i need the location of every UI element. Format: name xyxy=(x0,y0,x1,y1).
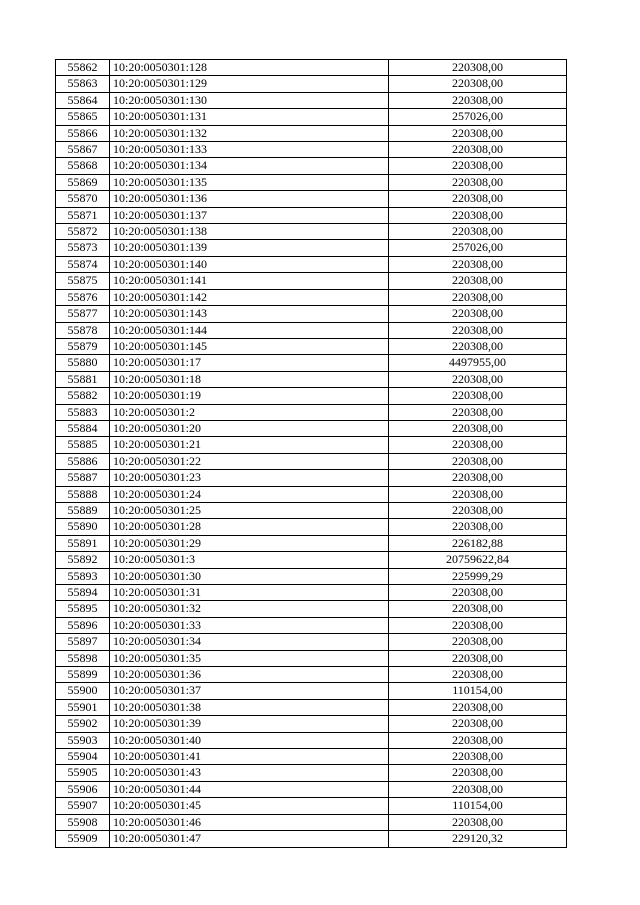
row-number-cell: 55869 xyxy=(56,174,110,190)
table-row xyxy=(56,453,567,469)
cadastral-number-cell: 10:20:0050301:2 xyxy=(110,404,389,420)
row-number-cell: 55904 xyxy=(56,749,110,765)
row-number-cell: 55901 xyxy=(56,699,110,715)
table-row xyxy=(56,568,567,584)
row-number-cell: 55873 xyxy=(56,240,110,256)
cadastral-number-cell: 10:20:0050301:44 xyxy=(110,781,389,797)
table-row xyxy=(56,306,567,322)
value-cell: 220308,00 xyxy=(389,437,567,453)
value-cell: 220308,00 xyxy=(389,92,567,108)
value-cell: 220308,00 xyxy=(389,470,567,486)
value-cell: 110154,00 xyxy=(389,683,567,699)
table-row xyxy=(56,683,567,699)
value-cell: 220308,00 xyxy=(389,617,567,633)
cadastral-number-cell: 10:20:0050301:36 xyxy=(110,667,389,683)
cadastral-number-cell: 10:20:0050301:35 xyxy=(110,650,389,666)
cadastral-number-cell: 10:20:0050301:140 xyxy=(110,256,389,272)
table-row xyxy=(56,552,567,568)
table-row xyxy=(56,617,567,633)
table-row xyxy=(56,76,567,92)
row-number-cell: 55878 xyxy=(56,322,110,338)
row-number-cell: 55897 xyxy=(56,634,110,650)
row-number-cell: 55870 xyxy=(56,191,110,207)
value-cell: 110154,00 xyxy=(389,798,567,814)
cadastral-number-cell: 10:20:0050301:28 xyxy=(110,519,389,535)
value-cell: 220308,00 xyxy=(389,142,567,158)
value-cell: 220308,00 xyxy=(389,814,567,830)
value-cell: 220308,00 xyxy=(389,174,567,190)
cadastral-number-cell: 10:20:0050301:139 xyxy=(110,240,389,256)
cadastral-number-cell: 10:20:0050301:32 xyxy=(110,601,389,617)
value-cell: 220308,00 xyxy=(389,781,567,797)
row-number-cell: 55893 xyxy=(56,568,110,584)
table-row xyxy=(56,355,567,371)
cadastral-number-cell: 10:20:0050301:18 xyxy=(110,371,389,387)
row-number-cell: 55900 xyxy=(56,683,110,699)
row-number-cell: 55863 xyxy=(56,76,110,92)
table-row xyxy=(56,256,567,272)
row-number-cell: 55862 xyxy=(56,60,110,76)
row-number-cell: 55905 xyxy=(56,765,110,781)
value-cell: 220308,00 xyxy=(389,338,567,354)
cadastral-number-cell: 10:20:0050301:38 xyxy=(110,699,389,715)
table-row xyxy=(56,289,567,305)
cadastral-number-cell: 10:20:0050301:142 xyxy=(110,289,389,305)
row-number-cell: 55902 xyxy=(56,716,110,732)
value-cell: 220308,00 xyxy=(389,519,567,535)
value-cell: 220308,00 xyxy=(389,634,567,650)
value-cell: 220308,00 xyxy=(389,650,567,666)
row-number-cell: 55899 xyxy=(56,667,110,683)
row-number-cell: 55886 xyxy=(56,453,110,469)
table-row xyxy=(56,338,567,354)
row-number-cell: 55892 xyxy=(56,552,110,568)
table-row xyxy=(56,634,567,650)
table-row xyxy=(56,765,567,781)
value-cell: 220308,00 xyxy=(389,125,567,141)
value-cell: 220308,00 xyxy=(389,191,567,207)
cadastral-number-cell: 10:20:0050301:19 xyxy=(110,388,389,404)
table-row xyxy=(56,322,567,338)
table-row xyxy=(56,749,567,765)
row-number-cell: 55877 xyxy=(56,306,110,322)
row-number-cell: 55881 xyxy=(56,371,110,387)
value-cell: 220308,00 xyxy=(389,388,567,404)
row-number-cell: 55903 xyxy=(56,732,110,748)
value-cell: 220308,00 xyxy=(389,716,567,732)
value-cell: 257026,00 xyxy=(389,240,567,256)
value-cell: 220308,00 xyxy=(389,322,567,338)
cadastral-number-cell: 10:20:0050301:31 xyxy=(110,585,389,601)
row-number-cell: 55888 xyxy=(56,486,110,502)
cadastral-number-cell: 10:20:0050301:47 xyxy=(110,831,389,847)
cadastral-number-cell: 10:20:0050301:144 xyxy=(110,322,389,338)
cadastral-number-cell: 10:20:0050301:24 xyxy=(110,486,389,502)
row-number-cell: 55879 xyxy=(56,338,110,354)
value-cell: 220308,00 xyxy=(389,76,567,92)
table-row xyxy=(56,142,567,158)
value-cell: 4497955,00 xyxy=(389,355,567,371)
value-cell: 220308,00 xyxy=(389,749,567,765)
value-cell: 220308,00 xyxy=(389,404,567,420)
cadastral-number-cell: 10:20:0050301:136 xyxy=(110,191,389,207)
cadastral-number-cell: 10:20:0050301:33 xyxy=(110,617,389,633)
value-cell: 220308,00 xyxy=(389,765,567,781)
cadastral-number-cell: 10:20:0050301:145 xyxy=(110,338,389,354)
cadastral-number-cell: 10:20:0050301:45 xyxy=(110,798,389,814)
cadastral-number-cell: 10:20:0050301:137 xyxy=(110,207,389,223)
cadastral-number-cell: 10:20:0050301:23 xyxy=(110,470,389,486)
value-cell: 220308,00 xyxy=(389,256,567,272)
row-number-cell: 55895 xyxy=(56,601,110,617)
table-row xyxy=(56,814,567,830)
row-number-cell: 55883 xyxy=(56,404,110,420)
value-cell: 220308,00 xyxy=(389,158,567,174)
table-row xyxy=(56,502,567,518)
value-cell: 220308,00 xyxy=(389,207,567,223)
cadastral-number-cell: 10:20:0050301:46 xyxy=(110,814,389,830)
cadastral-value-table xyxy=(55,59,567,848)
value-cell: 220308,00 xyxy=(389,273,567,289)
row-number-cell: 55864 xyxy=(56,92,110,108)
cadastral-number-cell: 10:20:0050301:128 xyxy=(110,60,389,76)
value-cell: 220308,00 xyxy=(389,585,567,601)
table-row xyxy=(56,388,567,404)
cadastral-number-cell: 10:20:0050301:134 xyxy=(110,158,389,174)
row-number-cell: 55896 xyxy=(56,617,110,633)
cadastral-number-cell: 10:20:0050301:34 xyxy=(110,634,389,650)
table-row xyxy=(56,125,567,141)
table-row xyxy=(56,420,567,436)
table-row xyxy=(56,174,567,190)
table-row xyxy=(56,191,567,207)
value-cell: 225999,29 xyxy=(389,568,567,584)
value-cell: 220308,00 xyxy=(389,486,567,502)
table-row xyxy=(56,273,567,289)
cadastral-number-cell: 10:20:0050301:20 xyxy=(110,420,389,436)
table-row xyxy=(56,404,567,420)
value-cell: 220308,00 xyxy=(389,502,567,518)
value-cell: 220308,00 xyxy=(389,289,567,305)
value-cell: 220308,00 xyxy=(389,667,567,683)
value-cell: 20759622,84 xyxy=(389,552,567,568)
cadastral-number-cell: 10:20:0050301:135 xyxy=(110,174,389,190)
row-number-cell: 55866 xyxy=(56,125,110,141)
row-number-cell: 55908 xyxy=(56,814,110,830)
value-cell: 257026,00 xyxy=(389,109,567,125)
row-number-cell: 55898 xyxy=(56,650,110,666)
table-row xyxy=(56,207,567,223)
table-row xyxy=(56,519,567,535)
row-number-cell: 55880 xyxy=(56,355,110,371)
value-cell: 220308,00 xyxy=(389,306,567,322)
table-body xyxy=(56,60,567,848)
cadastral-number-cell: 10:20:0050301:138 xyxy=(110,224,389,240)
row-number-cell: 55889 xyxy=(56,502,110,518)
cadastral-number-cell: 10:20:0050301:17 xyxy=(110,355,389,371)
cadastral-number-cell: 10:20:0050301:30 xyxy=(110,568,389,584)
table-row xyxy=(56,667,567,683)
cadastral-number-cell: 10:20:0050301:37 xyxy=(110,683,389,699)
value-cell: 220308,00 xyxy=(389,601,567,617)
row-number-cell: 55891 xyxy=(56,535,110,551)
row-number-cell: 55867 xyxy=(56,142,110,158)
table-row xyxy=(56,470,567,486)
table-row xyxy=(56,699,567,715)
table-row xyxy=(56,224,567,240)
table-row xyxy=(56,371,567,387)
row-number-cell: 55907 xyxy=(56,798,110,814)
row-number-cell: 55876 xyxy=(56,289,110,305)
row-number-cell: 55906 xyxy=(56,781,110,797)
cadastral-number-cell: 10:20:0050301:29 xyxy=(110,535,389,551)
table-row xyxy=(56,437,567,453)
row-number-cell: 55872 xyxy=(56,224,110,240)
table-row xyxy=(56,60,567,76)
table-row xyxy=(56,109,567,125)
value-cell: 220308,00 xyxy=(389,699,567,715)
cadastral-number-cell: 10:20:0050301:21 xyxy=(110,437,389,453)
table-row xyxy=(56,601,567,617)
row-number-cell: 55894 xyxy=(56,585,110,601)
cadastral-number-cell: 10:20:0050301:143 xyxy=(110,306,389,322)
cadastral-number-cell: 10:20:0050301:43 xyxy=(110,765,389,781)
table-row xyxy=(56,798,567,814)
value-cell: 220308,00 xyxy=(389,453,567,469)
row-number-cell: 55890 xyxy=(56,519,110,535)
table-row xyxy=(56,732,567,748)
table-row xyxy=(56,92,567,108)
cadastral-number-cell: 10:20:0050301:3 xyxy=(110,552,389,568)
cadastral-number-cell: 10:20:0050301:41 xyxy=(110,749,389,765)
cadastral-number-cell: 10:20:0050301:129 xyxy=(110,76,389,92)
row-number-cell: 55875 xyxy=(56,273,110,289)
table-row xyxy=(56,781,567,797)
value-cell: 220308,00 xyxy=(389,420,567,436)
cadastral-number-cell: 10:20:0050301:39 xyxy=(110,716,389,732)
row-number-cell: 55882 xyxy=(56,388,110,404)
cadastral-number-cell: 10:20:0050301:141 xyxy=(110,273,389,289)
value-cell: 220308,00 xyxy=(389,224,567,240)
table-row xyxy=(56,158,567,174)
row-number-cell: 55885 xyxy=(56,437,110,453)
row-number-cell: 55909 xyxy=(56,831,110,847)
row-number-cell: 55884 xyxy=(56,420,110,436)
table-row xyxy=(56,716,567,732)
cadastral-number-cell: 10:20:0050301:130 xyxy=(110,92,389,108)
table-row xyxy=(56,585,567,601)
value-cell: 229120,32 xyxy=(389,831,567,847)
table-row xyxy=(56,831,567,847)
value-cell: 220308,00 xyxy=(389,732,567,748)
table-row xyxy=(56,486,567,502)
row-number-cell: 55868 xyxy=(56,158,110,174)
cadastral-number-cell: 10:20:0050301:132 xyxy=(110,125,389,141)
table-row xyxy=(56,535,567,551)
cadastral-number-cell: 10:20:0050301:22 xyxy=(110,453,389,469)
cadastral-number-cell: 10:20:0050301:133 xyxy=(110,142,389,158)
table-row xyxy=(56,240,567,256)
row-number-cell: 55887 xyxy=(56,470,110,486)
value-cell: 220308,00 xyxy=(389,371,567,387)
row-number-cell: 55874 xyxy=(56,256,110,272)
value-cell: 226182,88 xyxy=(389,535,567,551)
row-number-cell: 55871 xyxy=(56,207,110,223)
cadastral-number-cell: 10:20:0050301:131 xyxy=(110,109,389,125)
table-row xyxy=(56,650,567,666)
cadastral-number-cell: 10:20:0050301:40 xyxy=(110,732,389,748)
value-cell: 220308,00 xyxy=(389,60,567,76)
cadastral-number-cell: 10:20:0050301:25 xyxy=(110,502,389,518)
row-number-cell: 55865 xyxy=(56,109,110,125)
